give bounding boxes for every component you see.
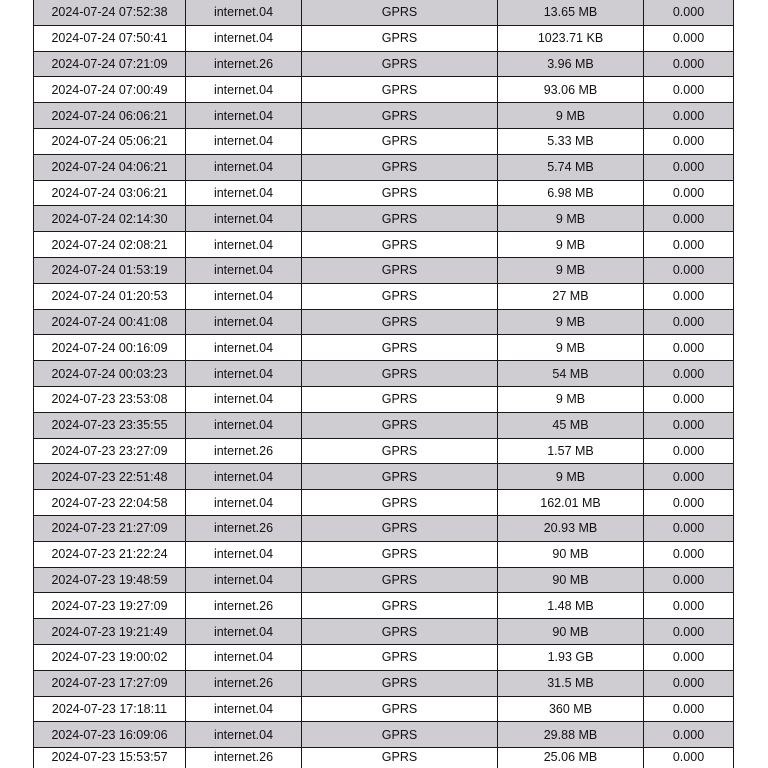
charge-cell: 0.000 [644,0,734,25]
timestamp-cell: 2024-07-24 04:06:21 [34,154,186,180]
apn-cell: internet.04 [186,567,302,593]
apn-cell: internet.04 [186,283,302,309]
timestamp-cell: 2024-07-24 07:52:38 [34,0,186,25]
timestamp-cell: 2024-07-24 01:53:19 [34,257,186,283]
charge-cell: 0.000 [644,103,734,129]
timestamp-cell: 2024-07-23 19:00:02 [34,644,186,670]
timestamp-cell: 2024-07-24 07:50:41 [34,25,186,51]
service-type-cell: GPRS [302,51,498,77]
apn-cell: internet.04 [186,128,302,154]
data-volume-cell: 5.74 MB [498,154,644,180]
data-volume-cell: 9 MB [498,386,644,412]
data-volume-cell: 9 MB [498,464,644,490]
data-volume-cell: 6.98 MB [498,180,644,206]
timestamp-cell: 2024-07-23 19:48:59 [34,567,186,593]
apn-cell: internet.04 [186,490,302,516]
apn-cell: internet.04 [186,232,302,258]
data-volume-cell: 29.88 MB [498,722,644,748]
data-volume-cell: 3.96 MB [498,51,644,77]
timestamp-cell: 2024-07-24 00:41:08 [34,309,186,335]
apn-cell: internet.04 [186,696,302,722]
table-row [34,257,734,283]
apn-cell: internet.04 [186,722,302,748]
data-volume-cell: 162.01 MB [498,490,644,516]
table-row [34,386,734,412]
service-type-cell: GPRS [302,619,498,645]
service-type-cell: GPRS [302,515,498,541]
timestamp-cell: 2024-07-23 21:22:24 [34,541,186,567]
table-row [34,77,734,103]
charge-cell: 0.000 [644,696,734,722]
charge-cell: 0.000 [644,25,734,51]
apn-cell: internet.04 [186,335,302,361]
table-row [34,722,734,748]
data-volume-cell: 93.06 MB [498,77,644,103]
data-volume-cell: 9 MB [498,232,644,258]
table-row [34,490,734,516]
service-type-cell: GPRS [302,335,498,361]
charge-cell: 0.000 [644,232,734,258]
service-type-cell: GPRS [302,748,498,768]
timestamp-cell: 2024-07-23 22:04:58 [34,490,186,516]
timestamp-cell: 2024-07-24 00:03:23 [34,361,186,387]
data-volume-cell: 90 MB [498,541,644,567]
data-volume-cell: 1023.71 KB [498,25,644,51]
table-row [34,128,734,154]
charge-cell: 0.000 [644,283,734,309]
data-usage-table [33,0,734,768]
data-volume-cell: 9 MB [498,335,644,361]
data-volume-cell: 31.5 MB [498,670,644,696]
timestamp-cell: 2024-07-24 07:00:49 [34,77,186,103]
apn-cell: internet.26 [186,515,302,541]
apn-cell: internet.04 [186,25,302,51]
service-type-cell: GPRS [302,154,498,180]
charge-cell: 0.000 [644,412,734,438]
service-type-cell: GPRS [302,283,498,309]
apn-cell: internet.04 [186,206,302,232]
table-row [34,644,734,670]
charge-cell: 0.000 [644,180,734,206]
timestamp-cell: 2024-07-24 02:08:21 [34,232,186,258]
timestamp-cell: 2024-07-23 15:53:57 [34,748,186,768]
apn-cell: internet.04 [186,619,302,645]
table-row [34,232,734,258]
charge-cell: 0.000 [644,567,734,593]
service-type-cell: GPRS [302,361,498,387]
charge-cell: 0.000 [644,309,734,335]
charge-cell: 0.000 [644,438,734,464]
service-type-cell: GPRS [302,257,498,283]
timestamp-cell: 2024-07-24 00:16:09 [34,335,186,361]
data-volume-cell: 20.93 MB [498,515,644,541]
service-type-cell: GPRS [302,0,498,25]
timestamp-cell: 2024-07-23 23:27:09 [34,438,186,464]
timestamp-cell: 2024-07-24 01:20:53 [34,283,186,309]
service-type-cell: GPRS [302,438,498,464]
timestamp-cell: 2024-07-23 23:53:08 [34,386,186,412]
service-type-cell: GPRS [302,541,498,567]
data-volume-cell: 27 MB [498,283,644,309]
timestamp-cell: 2024-07-24 03:06:21 [34,180,186,206]
apn-cell: internet.04 [186,541,302,567]
charge-cell: 0.000 [644,722,734,748]
data-volume-cell: 9 MB [498,103,644,129]
table-row [34,438,734,464]
apn-cell: internet.04 [186,464,302,490]
timestamp-cell: 2024-07-23 19:27:09 [34,593,186,619]
table-row [34,283,734,309]
table-body [34,0,734,768]
charge-cell: 0.000 [644,644,734,670]
service-type-cell: GPRS [302,490,498,516]
table-row [34,515,734,541]
table-row [34,619,734,645]
table-row [34,25,734,51]
data-volume-cell: 25.06 MB [498,748,644,768]
table-row [34,464,734,490]
service-type-cell: GPRS [302,670,498,696]
service-type-cell: GPRS [302,232,498,258]
table-row [34,593,734,619]
data-volume-cell: 45 MB [498,412,644,438]
service-type-cell: GPRS [302,77,498,103]
timestamp-cell: 2024-07-23 16:09:06 [34,722,186,748]
timestamp-cell: 2024-07-24 06:06:21 [34,103,186,129]
table-row [34,0,734,25]
data-volume-cell: 54 MB [498,361,644,387]
table-row [34,696,734,722]
timestamp-cell: 2024-07-23 17:18:11 [34,696,186,722]
service-type-cell: GPRS [302,128,498,154]
table-row [34,206,734,232]
table-row [34,361,734,387]
timestamp-cell: 2024-07-23 17:27:09 [34,670,186,696]
timestamp-cell: 2024-07-23 19:21:49 [34,619,186,645]
timestamp-cell: 2024-07-24 07:21:09 [34,51,186,77]
apn-cell: internet.04 [186,309,302,335]
charge-cell: 0.000 [644,670,734,696]
service-type-cell: GPRS [302,567,498,593]
apn-cell: internet.26 [186,748,302,768]
apn-cell: internet.26 [186,593,302,619]
apn-cell: internet.26 [186,670,302,696]
service-type-cell: GPRS [302,412,498,438]
timestamp-cell: 2024-07-24 05:06:21 [34,128,186,154]
data-volume-cell: 13.65 MB [498,0,644,25]
table-row [34,412,734,438]
apn-cell: internet.26 [186,51,302,77]
service-type-cell: GPRS [302,593,498,619]
apn-cell: internet.04 [186,77,302,103]
apn-cell: internet.04 [186,644,302,670]
timestamp-cell: 2024-07-24 02:14:30 [34,206,186,232]
service-type-cell: GPRS [302,309,498,335]
apn-cell: internet.04 [186,103,302,129]
charge-cell: 0.000 [644,335,734,361]
charge-cell: 0.000 [644,206,734,232]
service-type-cell: GPRS [302,644,498,670]
table-row [34,309,734,335]
service-type-cell: GPRS [302,696,498,722]
charge-cell: 0.000 [644,386,734,412]
apn-cell: internet.04 [186,180,302,206]
data-volume-cell: 90 MB [498,567,644,593]
apn-cell: internet.04 [186,412,302,438]
apn-cell: internet.04 [186,386,302,412]
timestamp-cell: 2024-07-23 23:35:55 [34,412,186,438]
table-row [34,154,734,180]
table-row [34,103,734,129]
charge-cell: 0.000 [644,77,734,103]
apn-cell: internet.04 [186,154,302,180]
charge-cell: 0.000 [644,490,734,516]
apn-cell: internet.26 [186,438,302,464]
table-row [34,748,734,768]
service-type-cell: GPRS [302,206,498,232]
charge-cell: 0.000 [644,515,734,541]
service-type-cell: GPRS [302,103,498,129]
timestamp-cell: 2024-07-23 22:51:48 [34,464,186,490]
charge-cell: 0.000 [644,619,734,645]
charge-cell: 0.000 [644,128,734,154]
charge-cell: 0.000 [644,748,734,768]
table-row [34,541,734,567]
table-row [34,567,734,593]
data-volume-cell: 90 MB [498,619,644,645]
apn-cell: internet.04 [186,257,302,283]
data-volume-cell: 9 MB [498,257,644,283]
charge-cell: 0.000 [644,51,734,77]
charge-cell: 0.000 [644,593,734,619]
charge-cell: 0.000 [644,464,734,490]
apn-cell: internet.04 [186,0,302,25]
service-type-cell: GPRS [302,25,498,51]
service-type-cell: GPRS [302,180,498,206]
service-type-cell: GPRS [302,386,498,412]
table-row [34,335,734,361]
table-row [34,670,734,696]
table-row [34,51,734,77]
data-volume-cell: 1.93 GB [498,644,644,670]
data-volume-cell: 1.57 MB [498,438,644,464]
charge-cell: 0.000 [644,541,734,567]
service-type-cell: GPRS [302,464,498,490]
timestamp-cell: 2024-07-23 21:27:09 [34,515,186,541]
charge-cell: 0.000 [644,154,734,180]
data-volume-cell: 9 MB [498,206,644,232]
service-type-cell: GPRS [302,722,498,748]
charge-cell: 0.000 [644,257,734,283]
apn-cell: internet.04 [186,361,302,387]
data-volume-cell: 360 MB [498,696,644,722]
data-volume-cell: 1.48 MB [498,593,644,619]
data-volume-cell: 5.33 MB [498,128,644,154]
table-row [34,180,734,206]
charge-cell: 0.000 [644,361,734,387]
data-volume-cell: 9 MB [498,309,644,335]
